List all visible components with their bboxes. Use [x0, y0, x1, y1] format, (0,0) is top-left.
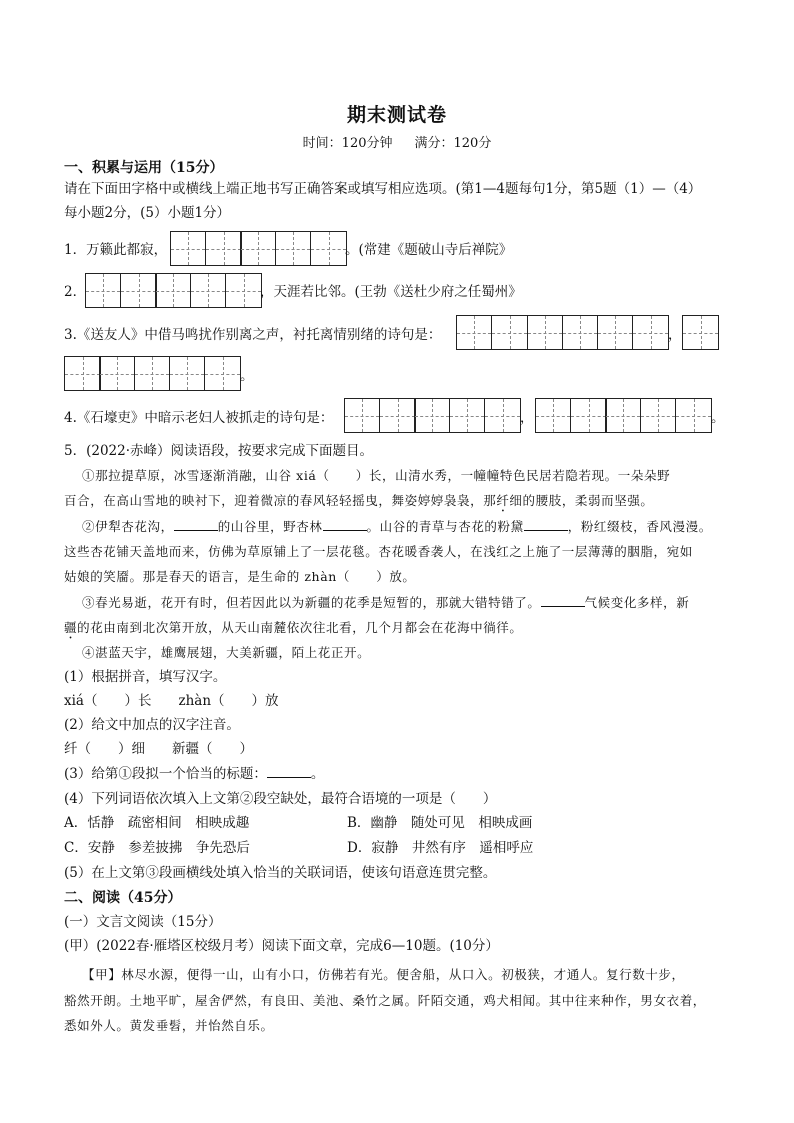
- q3-prefix: 3.《送友人》中借马鸣扰作别离之声，衬托离情别绪的诗句是：: [64, 327, 442, 343]
- exam-time: 时间：120分钟: [302, 136, 393, 151]
- q3-grid-2[interactable]: [527, 315, 669, 350]
- grid-cell[interactable]: [492, 316, 527, 349]
- option-b[interactable]: B．幽静 随处可见 相映成画: [347, 815, 533, 831]
- grid-cell[interactable]: [156, 274, 191, 307]
- dotted-char: 纤: [496, 493, 510, 508]
- text-span: (3）给第①段拟一个恰当的标题：: [64, 766, 267, 782]
- classical-text-line1: 【甲】林尽水源，便得一山，山有小口，仿佛若有光。便舍船，从口入。初极狭，才通人。复行数十步，: [82, 967, 685, 982]
- grid-cell[interactable]: [571, 399, 606, 432]
- grid-cell[interactable]: [380, 399, 415, 432]
- grid-cell[interactable]: [226, 274, 261, 307]
- grid-cell[interactable]: [485, 399, 520, 432]
- q3-end: 。: [240, 368, 254, 384]
- q3-comma: ，: [668, 327, 682, 343]
- passage-p3-line1: [82, 590, 689, 615]
- q2-suffix: ，天涯若比邻。(王勃《送杜少府之任蜀州》: [260, 284, 522, 300]
- instruction-line1: 请在下面田字格中或横线上端正地书写正确答案或填写相应选项。(第1—4题每句1分，第5题（1）—（4）: [64, 181, 702, 197]
- q4-prefix: 4.《石壕吏》中暗示老妇人被抓走的诗句是：: [64, 410, 334, 426]
- classical-text-line3: 悉如外人。黄发垂髫，并怡然自乐。: [64, 1018, 274, 1033]
- q2-prefix: 2．: [64, 284, 87, 300]
- grid-cell[interactable]: [276, 232, 311, 265]
- q3-grid-3[interactable]: [682, 315, 719, 350]
- grid-cell[interactable]: [598, 316, 633, 349]
- sub-question-4: (4）下列词语依次填入上文第②段空缺处，最符合语境的一项是（ ）: [64, 791, 497, 807]
- answer-blank[interactable]: [323, 518, 367, 531]
- q3-grid-1[interactable]: [456, 315, 528, 350]
- passage-p2-line3: 姑娘的笑靥。那是春天的语言，是生命的 zhàn（ ）放。: [64, 569, 416, 584]
- grid-cell[interactable]: [345, 399, 380, 432]
- q1-suffix: 。(常建《题破山寺后禅院》: [345, 242, 513, 258]
- sub-question-2-answer: 纤（ ）细 新疆（ ）: [64, 741, 253, 757]
- passage-p1-line1: ①那拉提草原，冰雪逐渐消融，山谷 xiá（ ）长，山清水秀，一幢幢特色民居若隐若现。一朵朵野: [82, 468, 671, 483]
- q1-grid-2[interactable]: [240, 231, 347, 266]
- exam-score: 满分：120分: [414, 136, 492, 151]
- grid-cell[interactable]: [563, 316, 598, 349]
- q2-grid-1[interactable]: [85, 273, 157, 308]
- q1-grid-1[interactable]: [170, 231, 242, 266]
- passage-p1-line2: [64, 488, 654, 515]
- option-d[interactable]: D．寂静 井然有序 遥相呼应: [347, 840, 534, 856]
- q4-end: 。: [711, 410, 725, 426]
- q2-grid-2[interactable]: [155, 273, 262, 308]
- grid-cell[interactable]: [206, 232, 241, 265]
- classical-text-line2: 豁然开朗。土地平旷，屋舍俨然，有良田、美池、桑竹之属。阡陌交通，鸡犬相闻。其中往来种作，男女衣着，: [64, 993, 706, 1008]
- grid-cell[interactable]: [536, 399, 571, 432]
- grid-cell[interactable]: [135, 357, 170, 390]
- grid-cell[interactable]: [683, 316, 718, 349]
- passage-p3-line2: [64, 615, 523, 642]
- q3-grid-5[interactable]: [99, 356, 241, 391]
- grid-cell[interactable]: [450, 399, 485, 432]
- text-span: ，粉红缀枝，香风漫漫。: [567, 519, 712, 534]
- q1-prefix: 1．万籁此都寂，: [64, 242, 168, 258]
- sub-question-5: (5）在上文第③段画横线处填入恰当的关联词语，使该句语意连贯完整。: [64, 865, 497, 881]
- text-span: 细的腰肢，柔弱而坚强。: [509, 493, 654, 508]
- grid-cell[interactable]: [121, 274, 156, 307]
- passage-p2-line1: [82, 514, 712, 539]
- grid-cell[interactable]: [171, 232, 206, 265]
- text-span: ③春光易逝，花开有时，但若因此以为新疆的花季是短暂的，那就大错特错了。: [82, 595, 541, 610]
- part1-heading: (一）文言文阅读（15分）: [64, 914, 222, 930]
- page-title: 期末测试卷: [346, 104, 447, 126]
- grid-cell[interactable]: [415, 399, 450, 432]
- sub-question-2: (2）给文中加点的汉字注音。: [64, 717, 240, 733]
- exam-meta: [0, 132, 794, 151]
- text-span: 。: [310, 766, 325, 782]
- text-span: 气候变化多样，新: [584, 595, 690, 610]
- answer-blank[interactable]: [541, 594, 585, 607]
- grid-cell[interactable]: [100, 357, 135, 390]
- option-c[interactable]: C．安静 参差披拂 争先恐后: [64, 840, 250, 856]
- grid-cell[interactable]: [241, 232, 276, 265]
- text-span: ②伊犁杏花沟，: [82, 519, 174, 534]
- option-a[interactable]: A．恬静 疏密相间 相映成趣: [64, 815, 250, 831]
- passage-p2-line2: 这些杏花铺天盖地而来，仿佛为草原铺上了一层花毯。杏花暖香袭人，在浅红之上施了一层薄薄的胭脂，宛如: [64, 544, 693, 559]
- instruction-line2: 每小题2分，(5）小题1分）: [64, 205, 231, 221]
- grid-cell[interactable]: [528, 316, 563, 349]
- q4-comma: ，: [520, 410, 534, 426]
- grid-cell[interactable]: [641, 399, 676, 432]
- grid-cell[interactable]: [311, 232, 346, 265]
- passage-p4: ④湛蓝天宇，雄鹰展翅，大美新疆，陌上花正开。: [82, 645, 371, 660]
- section1-heading: 一、积累与运用（15分）: [64, 160, 224, 176]
- grid-cell[interactable]: [65, 357, 100, 390]
- grid-cell[interactable]: [170, 357, 205, 390]
- grid-cell[interactable]: [606, 399, 641, 432]
- sub-question-3: [64, 762, 324, 786]
- sub-question-1: (1）根据拼音，填写汉字。: [64, 669, 227, 685]
- text-span: 。山谷的青草与杏花的粉黛: [366, 519, 524, 534]
- grid-cell[interactable]: [633, 316, 668, 349]
- grid-cell[interactable]: [676, 399, 711, 432]
- answer-blank[interactable]: [174, 518, 218, 531]
- grid-cell[interactable]: [457, 316, 492, 349]
- sub-question-1-answer: xiá（ ）长 zhàn（ ）放: [64, 693, 279, 709]
- section2-heading: 二、阅读（45分）: [64, 890, 182, 906]
- q4-grid-1[interactable]: [344, 398, 416, 433]
- q5-heading: 5．(2022·赤峰）阅读语段，按要求完成下面题目。: [64, 443, 374, 459]
- grid-cell[interactable]: [86, 274, 121, 307]
- grid-cell[interactable]: [205, 357, 240, 390]
- q4-grid-2[interactable]: [414, 398, 521, 433]
- answer-blank[interactable]: [524, 518, 568, 531]
- text-span: 百合，在高山雪地的映衬下，迎着微凉的春风轻轻摇曳，舞姿婷婷袅袅，那: [64, 493, 497, 508]
- grid-cell[interactable]: [191, 274, 226, 307]
- part1-instruction: (甲）(2022春·雁塔区校级月考）阅读下面文章，完成6—10题。(10分）: [64, 938, 499, 954]
- answer-blank[interactable]: [267, 765, 311, 778]
- text-span: 的山谷里，野杏林: [217, 519, 323, 534]
- dotted-char: 疆: [64, 620, 78, 635]
- q3-grid-4[interactable]: [64, 356, 101, 391]
- q4-grid-3[interactable]: [535, 398, 607, 433]
- q4-grid-4[interactable]: [605, 398, 712, 433]
- text-span: 的花由南到北次第开放，从天山南麓依次往北看，几个月都会在花海中徜徉。: [77, 620, 523, 635]
